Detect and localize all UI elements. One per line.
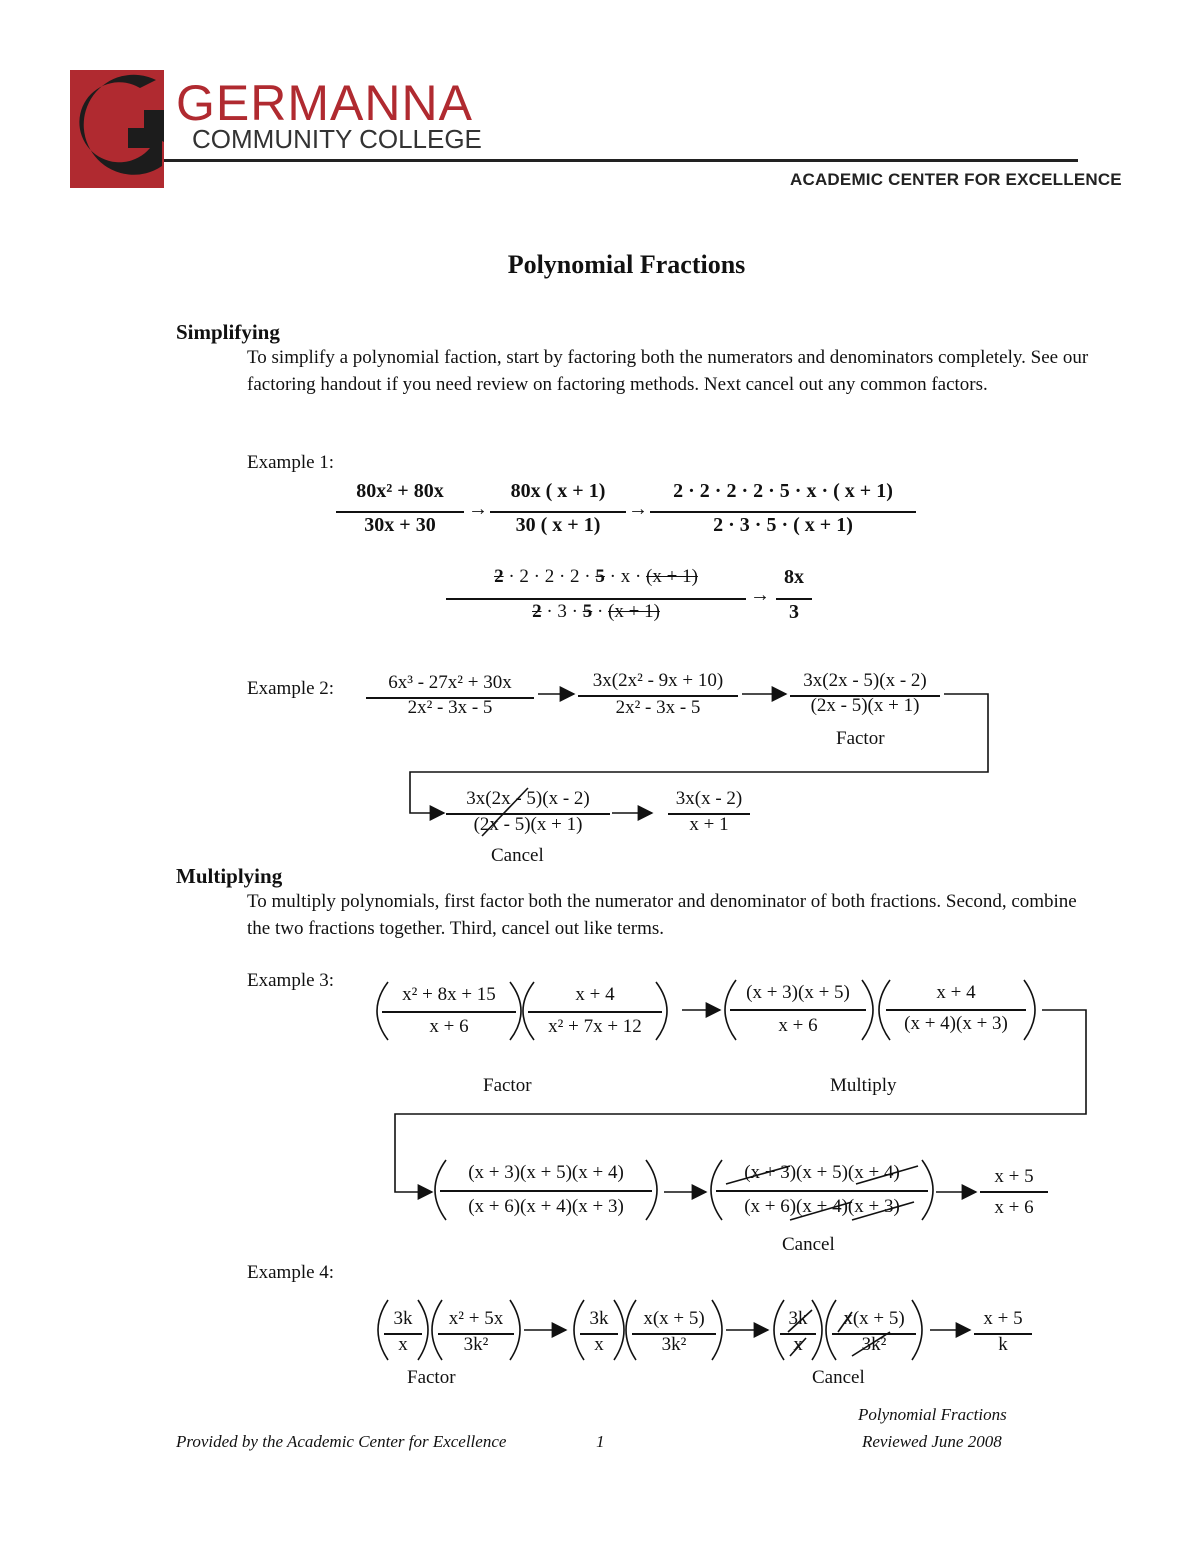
page-title: Polynomial Fractions <box>507 250 746 279</box>
paren-icon <box>725 980 736 1040</box>
paren-icon <box>435 1160 446 1220</box>
paren-icon <box>774 1300 784 1360</box>
section-heading-simplifying: Simplifying <box>176 320 280 344</box>
cancel-slash <box>482 788 528 836</box>
ex3-e-denominator: (x + 6)(x + 4)(x + 3) <box>468 1196 624 1217</box>
center-name: ACADEMIC CENTER FOR EXCELLENCE <box>790 170 1122 189</box>
ex4-cancel-caption: Cancel <box>812 1367 865 1388</box>
ex2-s1-denominator: 2x² - 3x - 5 <box>407 697 493 718</box>
cancelled-factor: 5 <box>595 566 605 587</box>
arrow-icon: → <box>750 584 770 606</box>
ex4-a-numerator: 3k <box>393 1308 413 1329</box>
ex1-result-numerator: 8x <box>784 566 804 588</box>
ex4-f-numerator: x(x + 5) <box>843 1308 905 1329</box>
ex4-b-denominator: 3k² <box>463 1334 489 1355</box>
footer-provided-by: Provided by the Academic Center for Excellence <box>176 1432 507 1451</box>
ex4-f-denominator: 3k² <box>861 1334 887 1355</box>
paren-icon <box>646 1160 657 1220</box>
section-heading-multiplying: Multiplying <box>176 864 283 888</box>
example-1-label: Example 1: <box>247 452 335 473</box>
paren-icon <box>826 1300 836 1360</box>
simplifying-paragraph: To simplify a polynomial faction, start by factoring both the numerators and denominators completely. See our factoring handout if you need review on factoring methods. Next cancel out any common factors. <box>247 347 1089 395</box>
example-4-label: Example 4: <box>247 1262 335 1283</box>
ex4-d-numerator: x(x + 5) <box>643 1308 705 1329</box>
ex1-step2-numerator: 80x ( x + 1) <box>510 480 606 502</box>
ex3-c-denominator: x + 6 <box>778 1015 818 1036</box>
ex3-c-numerator: (x + 3)(x + 5) <box>746 982 850 1003</box>
cancel-slash <box>790 1338 806 1356</box>
ex3-f-denominator: (x + 6)(x + 4)(x + 3) <box>744 1196 900 1217</box>
ex4-b-numerator: x² + 5x <box>448 1308 504 1329</box>
paren-icon <box>377 982 388 1040</box>
paren-icon <box>626 1300 636 1360</box>
paren-icon <box>922 1160 933 1220</box>
paren-icon <box>656 982 667 1040</box>
cancel-slash <box>852 1202 914 1220</box>
ex2-result-numerator: 3x(x - 2) <box>675 788 743 809</box>
ex3-e-numerator: (x + 3)(x + 5)(x + 4) <box>468 1162 624 1183</box>
paren-icon <box>1024 980 1035 1040</box>
paren-icon <box>711 1160 722 1220</box>
ex1-step3-denominator: 2 · 3 · 5 · ( x + 1) <box>713 514 853 536</box>
footer-reviewed: Reviewed June 2008 <box>862 1432 1002 1451</box>
ex2-s3-numerator: 3x(2x - 5)(x - 2) <box>803 670 927 691</box>
ex3-d-denominator: (x + 4)(x + 3) <box>904 1013 1008 1034</box>
cancel-slash <box>788 1310 812 1332</box>
ex3-a-numerator: x² + 8x + 15 <box>402 984 496 1005</box>
ex3-d-numerator: x + 4 <box>936 982 976 1003</box>
ex3-f-numerator: (x + 3)(x + 5)(x + 4) <box>744 1162 900 1183</box>
paren-icon <box>432 1300 442 1360</box>
cancelled-factor: (x + 1) <box>646 566 698 587</box>
cancel-slash <box>838 1312 852 1332</box>
cancel-slash <box>852 1332 890 1356</box>
cancelled-factor: 5 <box>582 601 593 622</box>
ex3-result-denominator: x + 6 <box>994 1197 1034 1218</box>
ex1-step3-numerator: 2 · 2 · 2 · 2 · 5 · x · ( x + 1) <box>673 480 893 502</box>
ex4-e-denominator: x <box>793 1334 803 1355</box>
ex2-result-denominator: x + 1 <box>689 814 729 835</box>
cancelled-factor: (x + 1) <box>608 601 660 622</box>
ex2-cancel-caption: Cancel <box>491 845 544 866</box>
ex4-e-numerator: 3k <box>788 1308 808 1329</box>
ex3-cancel-caption: Cancel <box>782 1234 835 1255</box>
ex4-result-denominator: k <box>998 1334 1008 1355</box>
ex4-c-numerator: 3k <box>589 1308 609 1329</box>
ex1-step2-denominator: 30 ( x + 1) <box>515 514 601 536</box>
paren-icon <box>812 1300 822 1360</box>
ex4-a-denominator: x <box>398 1334 408 1355</box>
multiplying-paragraph: To multiply polynomials, first factor both the numerator and denominator of both fractions. Second, combine the two fractions together. Third, cancel out like terms. <box>247 891 1077 939</box>
ex1-step1-denominator: 30x + 30 <box>364 514 436 536</box>
ex3-b-numerator: x + 4 <box>575 984 615 1005</box>
ex2-s4-numerator: 3x(2x - 5)(x - 2) <box>466 788 590 809</box>
ex2-factor-caption: Factor <box>836 728 885 749</box>
ex3-b-denominator: x² + 7x + 12 <box>548 1016 642 1037</box>
ex2-s2-denominator: 2x² - 3x - 5 <box>615 697 701 718</box>
example-2-label: Example 2: <box>247 678 335 699</box>
footer-page-number: 1 <box>596 1432 605 1451</box>
paren-icon <box>862 980 873 1040</box>
paren-icon <box>418 1300 428 1360</box>
paren-icon <box>879 980 890 1040</box>
ex2-s2-numerator: 3x(2x² - 9x + 10) <box>592 670 724 691</box>
ex1-step4-numerator: 2 · 2 · 2 · 2 · 5 · x · (x + 1) <box>494 566 698 587</box>
flow-line <box>410 694 988 813</box>
paren-icon <box>510 1300 520 1360</box>
ex4-d-denominator: 3k² <box>661 1334 687 1355</box>
ex1-step1-numerator: 80x² + 80x <box>356 480 444 502</box>
arrow-icon: → <box>628 498 648 520</box>
paren-icon <box>614 1300 624 1360</box>
cancelled-factor: 2 <box>494 566 504 587</box>
example-3-label: Example 3: <box>247 970 335 991</box>
ex2-s4-denominator: (2x - 5)(x + 1) <box>473 814 583 835</box>
ex3-a-denominator: x + 6 <box>429 1016 469 1037</box>
paren-icon <box>378 1300 388 1360</box>
ex2-s3-denominator: (2x - 5)(x + 1) <box>810 695 920 716</box>
cancelled-factor: 2 <box>532 601 542 622</box>
paren-icon <box>574 1300 584 1360</box>
footer-doc-name: Polynomial Fractions <box>858 1405 1007 1424</box>
ex1-step4-denominator: 2 · 3 · 5 · (x + 1) <box>532 601 660 622</box>
arrow-icon: → <box>468 498 488 520</box>
paren-icon <box>912 1300 922 1360</box>
brand-subtitle: COMMUNITY COLLEGE <box>192 124 482 154</box>
cancel-slash <box>726 1166 790 1184</box>
ex3-factor-caption: Factor <box>483 1075 532 1096</box>
ex4-result-numerator: x + 5 <box>983 1308 1023 1329</box>
paren-icon <box>523 982 534 1040</box>
ex4-c-denominator: x <box>594 1334 604 1355</box>
cancel-slash <box>856 1166 918 1184</box>
paren-icon <box>712 1300 722 1360</box>
cancel-slash <box>790 1202 852 1220</box>
ex3-result-numerator: x + 5 <box>994 1166 1034 1187</box>
ex3-multiply-caption: Multiply <box>830 1075 897 1096</box>
flow-line <box>395 1010 1086 1192</box>
brand-name: GERMANNA <box>176 75 473 131</box>
ex2-s1-numerator: 6x³ - 27x² + 30x <box>388 672 512 693</box>
ex4-factor-caption: Factor <box>407 1367 456 1388</box>
ex1-result-denominator: 3 <box>789 601 799 623</box>
paren-icon <box>510 982 521 1040</box>
